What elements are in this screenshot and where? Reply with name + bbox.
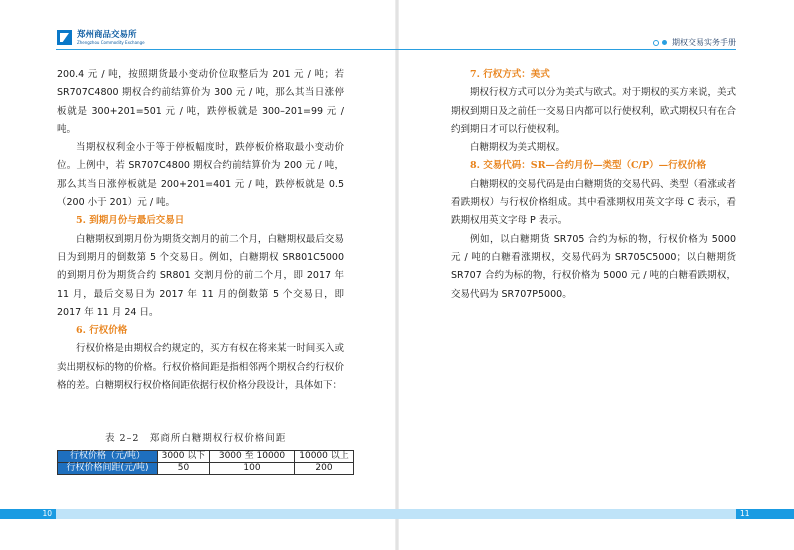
table-cell: 3000 至 10000 — [210, 451, 295, 463]
table-header-cell: 行权价格（元/吨） — [58, 451, 158, 463]
table-caption: 表 2–2 郑商所白糖期权行权价格间距 — [105, 433, 287, 444]
table-header-cell: 行权价格间距(元/吨) — [58, 463, 158, 475]
right-text-column — [451, 66, 736, 304]
section-heading-7: 7. 行权方式：美式 — [470, 69, 550, 80]
page-footer-bar-right — [397, 509, 794, 519]
paragraph: 白糖期权到期月份为期货交割月的前二个月，白糖期权最后交易日为到期月的倒数第 5 个交易日。例如，白糖期权 SR801C5000 的到期月份为期货合约 SR801 交割月份的前二个月，即 2017 年 11 月，最后交易日为 2017 年 11 月的倒数第 5 个交易日，即 2017 年 11 月 24 日。 — [57, 233, 344, 318]
left-text-column — [57, 66, 344, 395]
table-row — [58, 463, 354, 475]
running-title: 期权交易实务手册 — [672, 38, 736, 47]
logo-text-en: Zhengzhou Commodity Exchange — [77, 39, 145, 45]
paragraph: 200.4 元 / 吨，按照期货最小变动价位取整后为 201 元 / 吨；若 SR707C4800 期权合约前结算价为 300 元 / 吨，那么其当日涨停板就是 300+201=501 元 / 吨，跌停板就是 300–201=99 元 / 吨。 — [57, 69, 344, 135]
section-heading-5: 5. 到期月份与最后交易日 — [76, 215, 185, 227]
exchange-logo — [57, 30, 145, 45]
header-rule — [56, 49, 736, 50]
table-row — [58, 451, 354, 463]
table-cell: 10000 以上 — [295, 451, 354, 463]
table-cell: 200 — [295, 463, 354, 475]
running-header — [653, 37, 736, 48]
page-number: 10 — [0, 509, 56, 519]
paragraph: 行权价格是由期权合约规定的，买方有权在将来某一时间买入或卖出期权标的物的价格。行权价格间距是指相邻两个期权合约行权价格的差。白糖期权行权价格间距依据行权价格分段设计，具体如下： — [57, 343, 344, 392]
bullet-dots-icon — [653, 40, 667, 46]
paragraph: 白糖期权为美式期权。 — [470, 142, 566, 154]
strike-interval-table — [57, 450, 354, 475]
paragraph: 当期权权利金小于等于停板幅度时，跌停板价格取最小变动价位。上例中，若 SR707C4800 期权合约前结算价为 200 元 / 吨，那么其当日涨停板就是 200+201=401 元 / 吨，跌停板就是 0.5（200 小于 201）元 / 吨。 — [57, 142, 344, 209]
book-spine — [395, 0, 399, 550]
table-cell: 100 — [210, 463, 295, 475]
page-number: 11 — [736, 509, 794, 519]
paragraph: 例如，以白糖期货 SR705 合约为标的物，行权价格为 5000 元 / 吨的白糖看涨期权，交易代码为 SR705C5000；以白糖期货 SR707 合约为标的物，行权价格为 5000 元 / 吨的白糖看跌期权，交易代码为 SR707P5000。 — [451, 233, 736, 300]
section-heading-6: 6. 行权价格 — [76, 325, 128, 337]
section-heading-8: 8. 交易代码：SR—合约月份—类型（C/P）—行权价格 — [470, 160, 707, 172]
table-cell: 50 — [158, 463, 210, 475]
table-cell: 3000 以下 — [158, 451, 210, 463]
page-footer-bar-left — [0, 509, 397, 519]
exchange-logo-icon — [57, 30, 72, 45]
logo-text-cn: 郑州商品交易所 — [77, 29, 137, 40]
paragraph: 期权行权方式可以分为美式与欧式。对于期权的买方来说，美式期权到期日及之前任一交易日内都可以行使权利，欧式期权只有在合约到期日才可以行使权利。 — [451, 87, 737, 135]
paragraph: 白糖期权的交易代码是由白糖期货的交易代码、类型（看涨或者看跌期权）与行权价格组成。其中看涨期权用英文字母 C 表示，看跌期权用英文字母 P 表示。 — [451, 178, 737, 227]
